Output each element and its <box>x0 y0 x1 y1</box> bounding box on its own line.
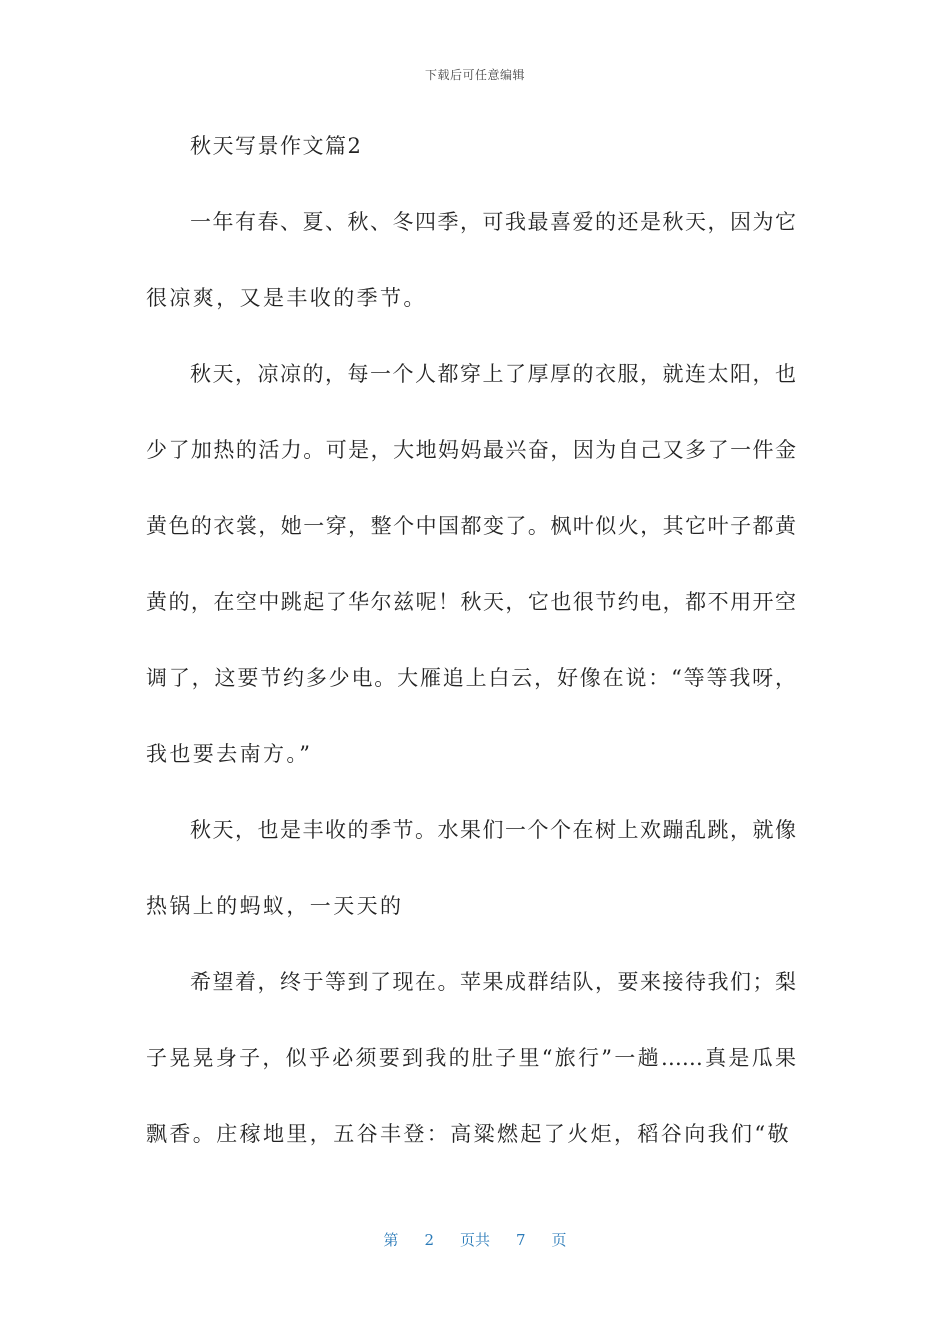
paragraph-line: 秋天，也是丰收的季节。水果们一个个在树上欢蹦乱跳，就像 <box>190 818 796 842</box>
page-label-middle: 页共 <box>459 1231 490 1249</box>
page-footer <box>0 1229 950 1250</box>
page-header: 下载后可任意编辑 <box>424 68 525 82</box>
page-label-suffix: 页 <box>551 1231 567 1249</box>
paragraph-line: 子晃晃身子，似乎必须要到我的肚子里“旅行”一趟……真是瓜果 <box>146 1046 796 1070</box>
document-body <box>146 128 796 1192</box>
paragraph-line: 我也要去南方。” <box>146 742 313 766</box>
paragraph-line: 黄色的衣裳，她一穿，整个中国都变了。枫叶似火，其它叶子都黄 <box>146 514 796 538</box>
paragraph-line: 调了，这要节约多少电。大雁追上白云，好像在说：“等等我呀， <box>146 666 796 690</box>
section-title: 秋天写景作文篇2 <box>190 134 363 158</box>
paragraph-line: 希望着，终于等到了现在。苹果成群结队，要来接待我们；梨 <box>190 970 796 994</box>
paragraph-line: 很凉爽，又是丰收的季节。 <box>146 286 427 310</box>
current-page-number: 2 <box>424 1231 434 1249</box>
paragraph-line: 少了加热的活力。可是，大地妈妈最兴奋，因为自己又多了一件金 <box>146 438 796 462</box>
paragraph-line: 秋天，凉凉的，每一个人都穿上了厚厚的衣服，就连太阳，也 <box>190 362 796 386</box>
paragraph-line: 热锅上的蚂蚁，一天天的 <box>146 894 404 918</box>
page-label-prefix: 第 <box>383 1231 399 1249</box>
total-page-count: 7 <box>516 1231 526 1249</box>
paragraph-line: 黄的，在空中跳起了华尔兹呢！秋天，它也很节约电，都不用开空 <box>146 590 796 614</box>
paragraph-line: 飘香。庄稼地里，五谷丰登：高粱燃起了火炬，稻谷向我们“敬 <box>146 1122 791 1146</box>
paragraph-line: 一年有春、夏、秋、冬四季，可我最喜爱的还是秋天，因为它 <box>190 210 796 234</box>
